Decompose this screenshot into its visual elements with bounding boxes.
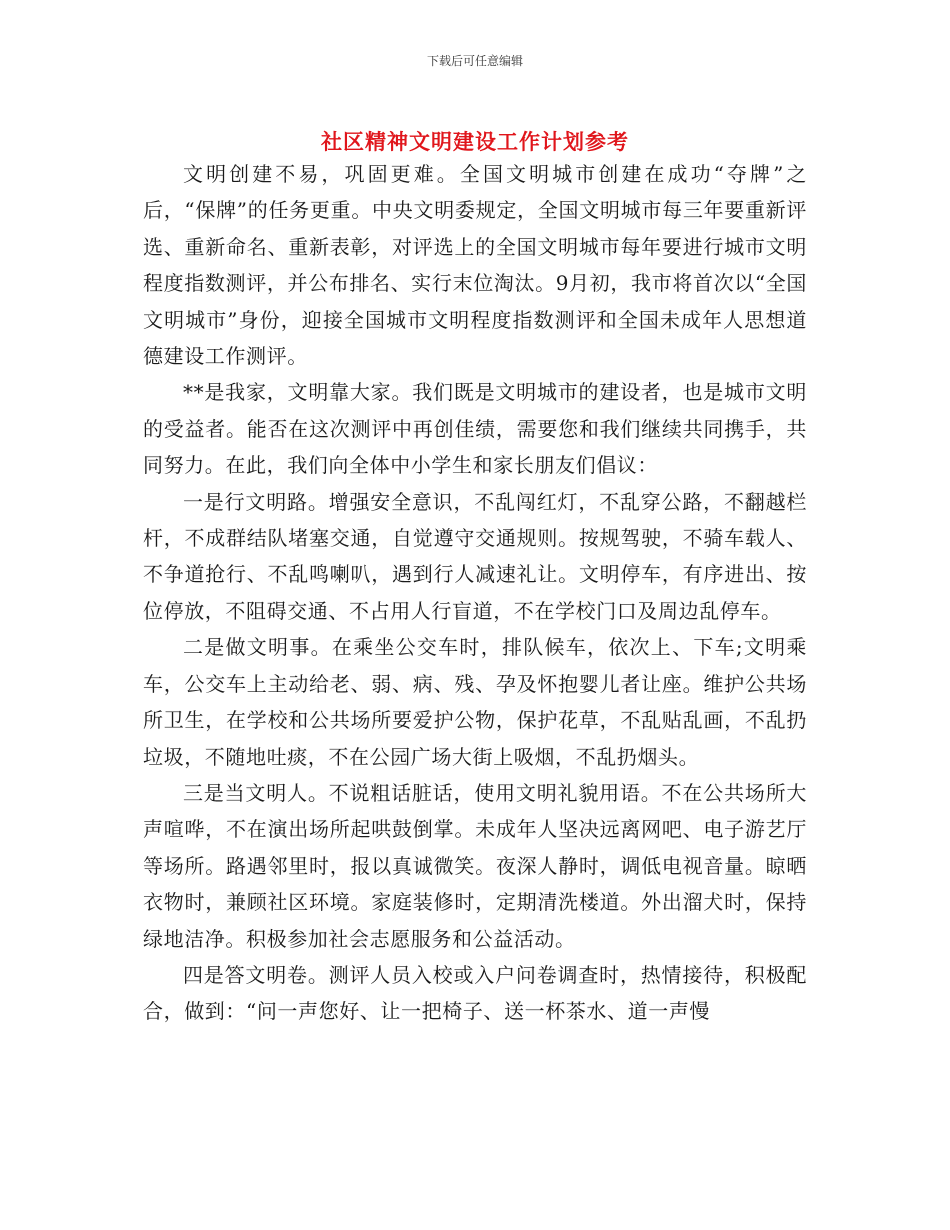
paragraph: 四是答文明卷。测评人员入校或入户问卷调查时，热情接待，积极配合，做到：“问一声您好、让一把椅子、送一杯茶水、道一声慢 [143, 962, 807, 1024]
paragraph: 二是做文明事。在乘坐公交车时，排队候车，依次上、下车;文明乘车，公交车上主动给老、弱、病、残、孕及怀抱婴儿者让座。维护公共场所卫生，在学校和公共场所要爱护公物，保护花草，不乱贴乱画，不乱扔垃圾，不随地吐痰，不在公园广场大街上吸烟，不乱扔烟头。 [143, 635, 807, 769]
document-body [143, 156, 807, 1030]
paragraph: 文明创建不易，巩固更难。全国文明城市创建在成功“夺牌”之后，“保牌”的任务更重。中央文明委规定，全国文明城市每三年要重新评选、重新命名、重新表彰，对评选上的全国文明城市每年要进行城市文明程度指数测评，并公布排名、实行末位淘汰。9月初，我市将首次以“全国文明城市”身份，迎接全国城市文明程度指数测评和全国未成年人思想道德建设工作测评。 [143, 162, 807, 369]
paragraph: 三是当文明人。不说粗话脏话，使用文明礼貌用语。不在公共场所大声喧哗，不在演出场所起哄鼓倒掌。未成年人坚决远离网吧、电子游艺厅等场所。路遇邻里时，报以真诚微笑。夜深人静时，调低电视音量。晾晒衣物时，兼顾社区环境。家庭装修时，定期清洗楼道。外出溜犬时，保持绿地洁净。积极参加社会志愿服务和公益活动。 [143, 780, 807, 951]
header-note: 下载后可任意编辑 [426, 54, 523, 68]
paragraph: **是我家，文明靠大家。我们既是文明城市的建设者，也是城市文明的受益者。能否在这次测评中再创佳绩，需要您和我们继续共同携手，共同努力。在此，我们向全体中小学生和家长朋友们倡议： [143, 380, 807, 478]
document-title: 社区精神文明建设工作计划参考 [321, 129, 629, 155]
paragraph: 一是行文明路。增强安全意识，不乱闯红灯，不乱穿公路，不翻越栏杆，不成群结队堵塞交通，自觉遵守交通规则。按规驾驶，不骑车载人、不争道抢行、不乱鸣喇叭，遇到行人减速礼让。文明停车，有序进出、按位停放，不阻碍交通、不占用人行盲道，不在学校门口及周边乱停车。 [143, 489, 807, 623]
